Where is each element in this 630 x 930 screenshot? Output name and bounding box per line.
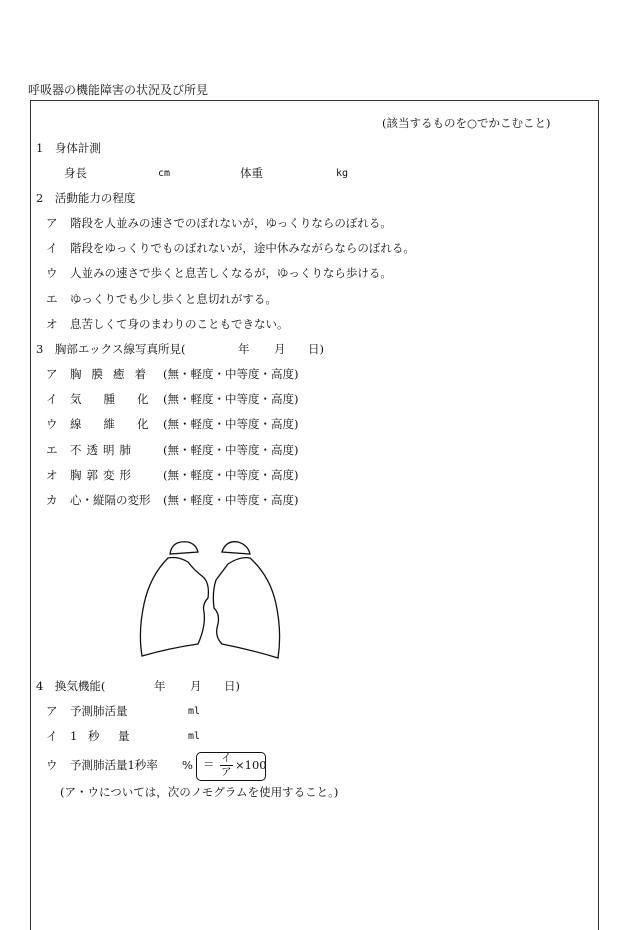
- xray-label: 胸郭変形: [70, 468, 136, 482]
- activity-text: 階段をゆっくりでものぼれないが，途中休みながらならのぼれる。: [70, 241, 415, 255]
- activity-mark: ウ: [46, 266, 58, 280]
- xray-label: 線維化: [70, 417, 171, 431]
- activity-mark: エ: [46, 292, 58, 306]
- nomogram-note: (ア・ウについては，次のノモグラムを使用すること。): [60, 785, 339, 799]
- ventilation-date-year: 年: [154, 679, 166, 693]
- left-lung-outline: [140, 558, 208, 657]
- ratio-formula-numerator: イ: [221, 752, 232, 764]
- xray-mark: ア: [46, 367, 58, 381]
- activity-text: 階段を人並みの速さでのぼれないが，ゆっくりならのぼれる。: [70, 216, 392, 230]
- xray-options: (無・軽度・中等度・高度): [163, 367, 299, 381]
- xray-date-day: 日): [308, 342, 324, 356]
- ventilation-date-month: 月: [190, 679, 202, 693]
- xray-label: 心・縦隔の変形: [70, 493, 151, 507]
- xray-label: 胸膜癒着: [70, 367, 156, 381]
- xray-options: (無・軽度・中等度・高度): [163, 443, 299, 457]
- fev1-label-byo: 秒: [88, 729, 100, 743]
- right-apex-cap: [222, 542, 250, 554]
- weight-unit: kg: [336, 168, 349, 179]
- vc-label: 予測肺活量: [70, 704, 128, 718]
- ratio-formula-multiplier: ×100: [235, 758, 267, 772]
- xray-options: (無・軽度・中等度・高度): [163, 493, 299, 507]
- activity-text: 息苦しくて身のまわりのこともできない。: [70, 317, 289, 331]
- ratio-mark: ウ: [46, 758, 58, 772]
- fev1-label-ryo: 量: [118, 729, 130, 743]
- activity-text: ゆっくりでも少し歩くと息切れがする。: [70, 292, 277, 306]
- xray-mark: ウ: [46, 417, 58, 431]
- section4-heading: 4 換気機能(: [36, 679, 106, 693]
- xray-label: 不透明肺: [70, 443, 136, 457]
- fev1-mark: イ: [46, 729, 58, 743]
- instruction-text: (該当するものを○でかこむこと): [382, 116, 551, 130]
- fev1-unit: ml: [188, 731, 201, 742]
- section1-heading: 1 身体計測: [36, 141, 101, 155]
- ratio-unit: %: [182, 758, 193, 772]
- vc-mark: ア: [46, 704, 58, 718]
- ventilation-date-day: 日): [224, 679, 240, 693]
- fev1-label-number: 1: [70, 729, 78, 743]
- activity-mark: オ: [46, 317, 58, 331]
- vc-unit: ml: [188, 706, 201, 717]
- xray-date-month: 月: [274, 342, 286, 356]
- form-title: 呼吸器の機能障害の状況及び所見: [28, 83, 209, 97]
- weight-label: 体重: [240, 166, 263, 180]
- ratio-formula-fraction: [220, 753, 233, 777]
- activity-text: 人並みの速さで歩くと息苦しくなるが，ゆっくりなら歩ける。: [70, 266, 392, 280]
- left-apex-cap: [170, 542, 198, 554]
- ratio-label: 予測肺活量1秒率: [70, 758, 158, 772]
- xray-label: 気腫化: [70, 392, 171, 406]
- section2-heading: 2 活動能力の程度: [36, 191, 136, 205]
- xray-date-year: 年: [238, 342, 250, 356]
- ratio-formula-denominator: ア: [221, 765, 232, 778]
- xray-options: (無・軽度・中等度・高度): [163, 417, 299, 431]
- xray-options: (無・軽度・中等度・高度): [163, 468, 299, 482]
- xray-options: (無・軽度・中等度・高度): [163, 392, 299, 406]
- ratio-formula-equals: ＝: [203, 757, 215, 771]
- xray-mark: エ: [46, 443, 58, 457]
- xray-mark: オ: [46, 468, 58, 482]
- height-unit: cm: [158, 168, 171, 179]
- section3-heading: 3 胸部エックス線写真所見(: [36, 342, 186, 356]
- height-label: 身長: [64, 166, 87, 180]
- activity-mark: ア: [46, 216, 58, 230]
- xray-mark: イ: [46, 392, 58, 406]
- xray-mark: カ: [46, 493, 58, 507]
- activity-mark: イ: [46, 241, 58, 255]
- right-lung-outline: [213, 558, 279, 658]
- lung-diagram: [130, 532, 290, 667]
